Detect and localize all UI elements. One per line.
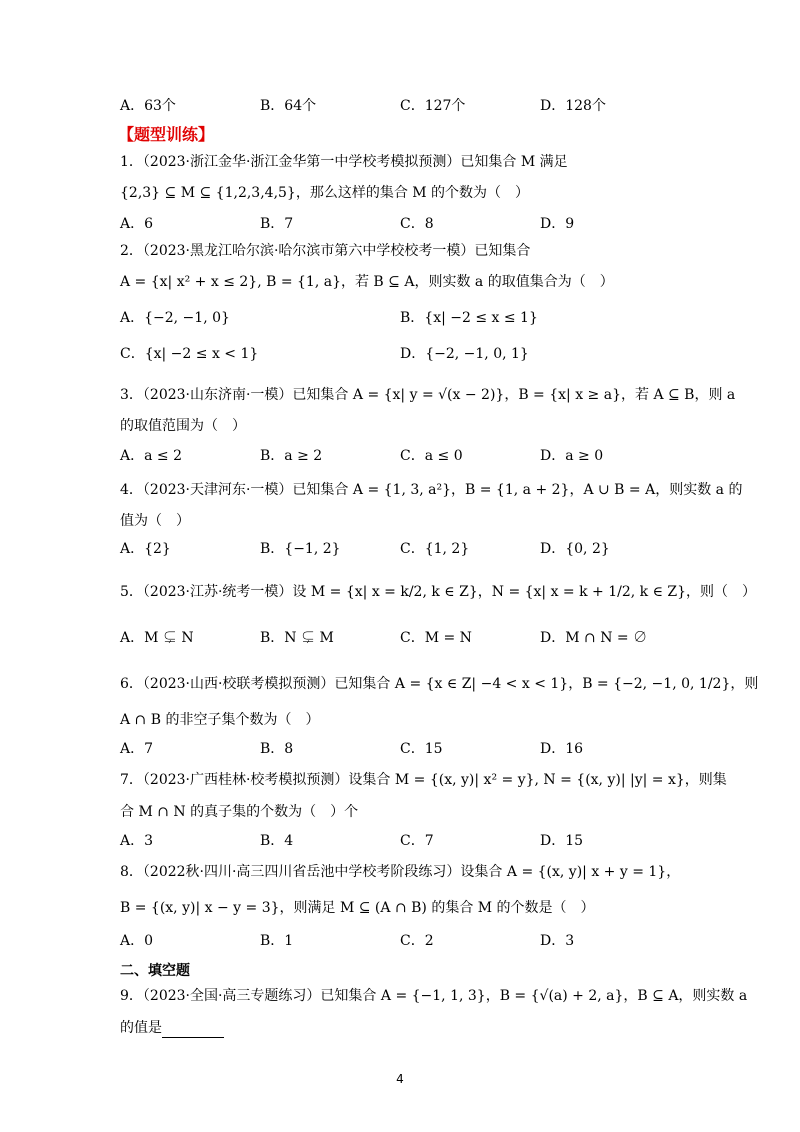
q2-stem2: A = {x| x² + x ≤ 2}, B = {1, a}，若 B ⊆ A，则实数 a 的取值集合为（ ） xyxy=(120,274,614,290)
q6-options xyxy=(120,739,680,759)
option-d: D．15 xyxy=(540,833,584,849)
q8-options xyxy=(120,931,680,951)
option-d: D．3 xyxy=(540,933,575,949)
option-a: A．{2} xyxy=(120,541,171,557)
option-a: A．0 xyxy=(120,933,154,949)
q4-stem: 4．（2023·天津河东·一模）已知集合 A = {1, 3, a²}，B = {1, a + 2}，A ∪ B = A，则实数 a 的 xyxy=(120,482,743,498)
option-b: B．a ≥ 2 xyxy=(260,448,323,464)
option-a: A．{−2, −1, 0} xyxy=(120,310,230,326)
option-c: C．127个 xyxy=(400,98,466,114)
option-b: B．1 xyxy=(260,933,294,949)
q1-options xyxy=(120,214,680,234)
option-a: A．a ≤ 2 xyxy=(120,448,182,464)
q2-stem: 2．（2023·黑龙江哈尔滨·哈尔滨市第六中学校校考一模）已知集合 xyxy=(120,243,531,259)
q3-stem: 3．（2023·山东济南·一模）已知集合 A = {x| y = √(x − 2)}，B = {x| x ≥ a}，若 A ⊆ B，则 a xyxy=(120,387,736,403)
option-c: C．2 xyxy=(400,933,434,949)
option-c: C．8 xyxy=(400,216,434,232)
option-b: B．7 xyxy=(260,216,294,232)
answer-blank[interactable] xyxy=(162,1023,224,1038)
q1-stem: 1．（2023·浙江金华·浙江金华第一中学校考模拟预测）已知集合 M 满足 xyxy=(120,154,568,170)
q7-options xyxy=(120,831,680,851)
q8-stem: 8．（2022秋·四川·高三四川省岳池中学校考阶段练习）设集合 A = {(x, y)| x + y = 1}， xyxy=(120,864,681,880)
option-a: A．6 xyxy=(120,216,154,232)
option-a: A．3 xyxy=(120,833,154,849)
option-c: C．15 xyxy=(400,741,443,757)
q3-options xyxy=(120,446,680,466)
option-a: A．M ⊊ N xyxy=(120,630,194,646)
q3-stem2: 的取值范围为（ ） xyxy=(120,418,246,434)
option-d: D．9 xyxy=(540,216,575,232)
q6-stem: 6．（2023·山西·校联考模拟预测）已知集合 A = {x ∈ Z| −4 < x < 1}，B = {−2, −1, 0, 1/2}，则 xyxy=(120,676,759,692)
q7-stem: 7．（2023·广西桂林·校考模拟预测）设集合 M = {(x, y)| x² = y}, N = {(x, y)| |y| = x}，则集 xyxy=(120,772,727,788)
section-title: 【题型训练】 xyxy=(118,125,215,144)
q6-stem2: A ∩ B 的非空子集个数为（ ） xyxy=(120,712,320,728)
q7-stem2: 合 M ∩ N 的真子集的个数为（ ）个 xyxy=(120,804,359,820)
q4-stem2: 值为（ ） xyxy=(120,513,190,529)
option-b: B．{−1, 2} xyxy=(260,541,341,557)
q8-stem2: B = {(x, y)| x − y = 3}，则满足 M ⊆ (A ∩ B) 的集合 M 的个数是（ ） xyxy=(120,900,595,916)
option-c: C．{1, 2} xyxy=(400,541,470,557)
option-c: C．M = N xyxy=(400,630,472,646)
option-b: B．64个 xyxy=(260,98,317,114)
option-a: A．7 xyxy=(120,741,154,757)
q2-options-row2 xyxy=(120,344,680,364)
option-d: D．a ≥ 0 xyxy=(540,448,604,464)
option-d: D．M ∩ N = ∅ xyxy=(540,630,648,646)
option-b: B．{x| −2 ≤ x ≤ 1} xyxy=(400,310,538,326)
q9-stem2-row xyxy=(120,1018,224,1038)
option-b: B．N ⊊ M xyxy=(260,630,334,646)
q2-options-row1 xyxy=(120,308,680,328)
option-d: D．16 xyxy=(540,741,584,757)
q1-stem2: {2,3} ⊆ M ⊆ {1,2,3,4,5}，那么这样的集合 M 的个数为（ ） xyxy=(120,185,530,201)
q5-options xyxy=(120,628,680,648)
option-c: C．7 xyxy=(400,833,434,849)
option-b: B．4 xyxy=(260,833,294,849)
option-c: C．{x| −2 ≤ x < 1} xyxy=(120,346,259,362)
option-c: C．a ≤ 0 xyxy=(400,448,463,464)
option-d: D．128个 xyxy=(540,98,606,114)
q5-stem: 5．（2023·江苏·统考一模）设 M = {x| x = k/2, k ∈ Z}，N = {x| x = k + 1/2, k ∈ Z}，则（ ） xyxy=(120,584,757,600)
q9-stem2: 的值是 xyxy=(120,1020,162,1036)
q9-stem: 9．（2023·全国·高三专题练习）已知集合 A = {−1, 1, 3}，B = {√(a) + 2, a}，B ⊆ A，则实数 a xyxy=(120,988,748,1004)
option-a: A．63个 xyxy=(120,98,176,114)
q4-options xyxy=(120,539,680,559)
section2-title: 二、填空题 xyxy=(120,963,190,979)
option-d: D．{−2, −1, 0, 1} xyxy=(400,346,529,362)
prev-question-options xyxy=(120,96,680,116)
option-d: D．{0, 2} xyxy=(540,541,610,557)
page-number: 4 xyxy=(396,1072,404,1086)
option-b: B．8 xyxy=(260,741,294,757)
